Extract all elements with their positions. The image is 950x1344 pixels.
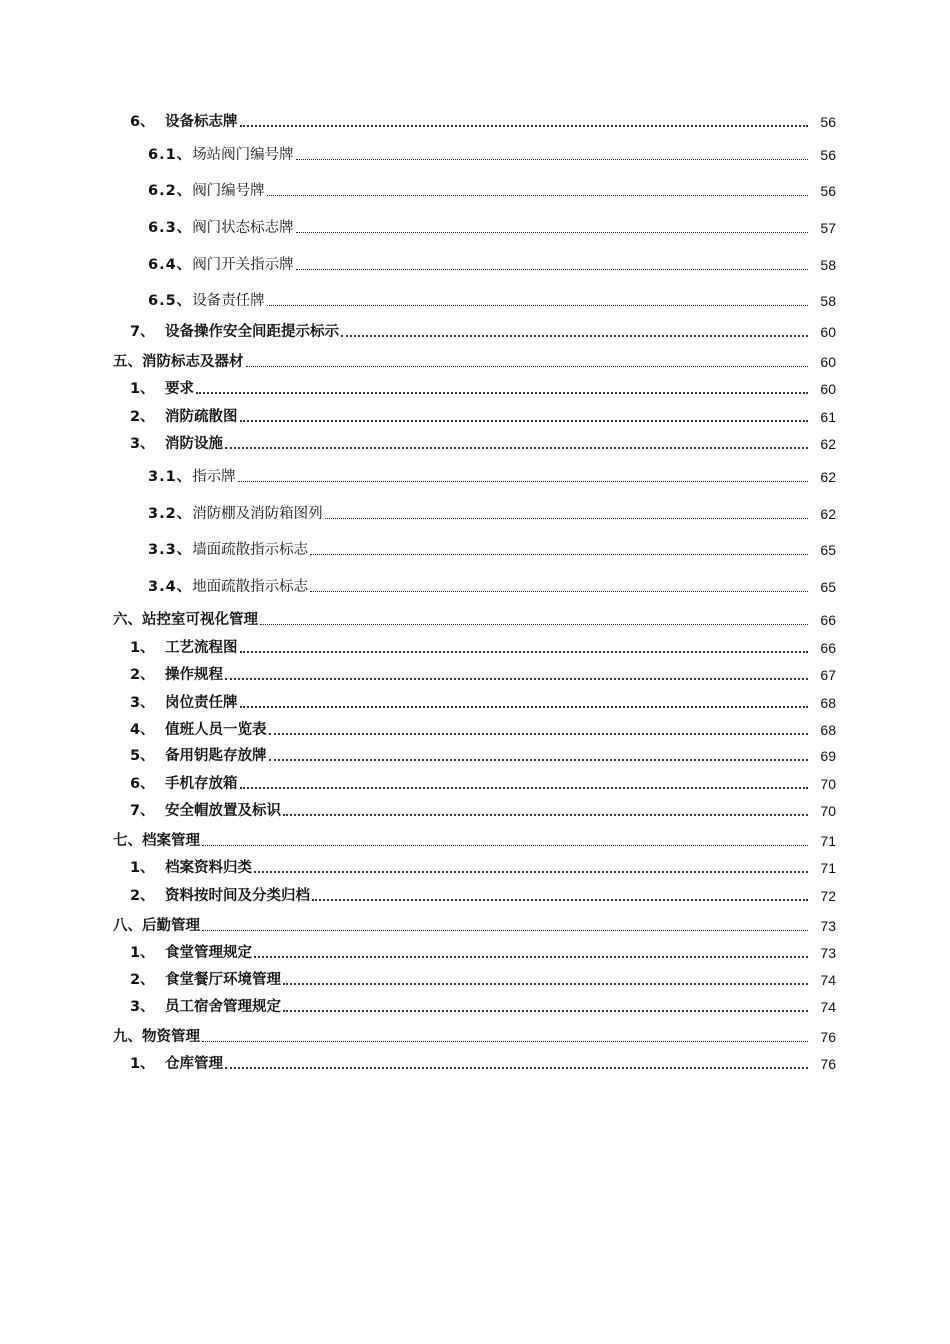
- toc-entry[interactable]: [0, 218, 950, 238]
- toc-dot-leader: [202, 845, 808, 846]
- toc-entry-page-number: 71: [820, 833, 836, 849]
- toc-entry-title: 地面疏散指示标志: [192, 579, 309, 595]
- toc-entry-title: 食堂餐厅环境管理: [165, 972, 281, 988]
- toc-entry[interactable]: [0, 943, 950, 963]
- toc-entry-number: 3.4、: [148, 579, 193, 595]
- toc-dot-leader: [325, 518, 808, 519]
- toc-entry-number: 6.5、: [148, 293, 193, 309]
- toc-entry-page-number: 66: [820, 612, 836, 628]
- toc-entry-page-number: 68: [820, 695, 836, 711]
- toc-entry-number: 1、: [130, 945, 155, 961]
- toc-entry-title: 消防标志及器材: [142, 354, 244, 370]
- toc-entry-number: 1、: [130, 860, 155, 876]
- toc-dot-leader: [238, 481, 808, 482]
- toc-entry-page-number: 60: [820, 354, 836, 370]
- toc-dot-leader: [283, 814, 808, 816]
- toc-entry[interactable]: [0, 467, 950, 487]
- toc-entry-number: 八、: [113, 918, 142, 934]
- toc-entry-title: 指示牌: [192, 469, 236, 485]
- toc-entry-title: 备用钥匙存放牌: [165, 748, 267, 764]
- toc-entry[interactable]: [0, 504, 950, 524]
- toc-entry-number: 6.2、: [148, 183, 193, 199]
- toc-entry-number: 2、: [130, 409, 155, 425]
- toc-dot-leader: [283, 1010, 808, 1012]
- toc-dot-leader: [240, 420, 809, 422]
- toc-entry[interactable]: [0, 255, 950, 275]
- toc-entry[interactable]: [0, 1054, 950, 1074]
- toc-entry[interactable]: [0, 181, 950, 201]
- toc-entry-title: 阀门开关指示牌: [192, 257, 294, 273]
- toc-entry[interactable]: [0, 379, 950, 399]
- toc-dot-leader: [225, 1067, 808, 1069]
- toc-entry-page-number: 56: [820, 147, 836, 163]
- toc-entry-title: 站控室可视化管理: [142, 612, 258, 628]
- toc-entry[interactable]: [0, 720, 950, 740]
- toc-entry-title: 消防疏散图: [165, 409, 238, 425]
- toc-entry-number: 6、: [130, 114, 155, 130]
- toc-entry[interactable]: [0, 886, 950, 906]
- toc-entry-number: 3、: [130, 695, 155, 711]
- toc-entry[interactable]: [0, 1027, 950, 1047]
- toc-dot-leader: [269, 759, 809, 761]
- toc-entry-page-number: 58: [820, 293, 836, 309]
- toc-entry-title: 物资管理: [142, 1029, 200, 1045]
- toc-entry[interactable]: [0, 610, 950, 630]
- toc-dot-leader: [260, 624, 808, 625]
- toc-dot-leader: [246, 366, 809, 367]
- toc-entry-page-number: 65: [820, 542, 836, 558]
- toc-entry-title: 墙面疏散指示标志: [192, 542, 309, 558]
- toc-entry-title: 要求: [165, 381, 194, 397]
- toc-entry-title: 消防设施: [165, 436, 223, 452]
- toc-entry-title: 场站阀门编号牌: [192, 147, 294, 163]
- toc-entry[interactable]: [0, 291, 950, 311]
- toc-entry[interactable]: [0, 434, 950, 454]
- toc-entry-number: 1、: [130, 640, 155, 656]
- toc-entry-page-number: 68: [820, 722, 836, 738]
- toc-entry-title: 后勤管理: [142, 918, 200, 934]
- toc-entry-page-number: 70: [820, 803, 836, 819]
- toc-entry[interactable]: [0, 577, 950, 597]
- toc-entry-title: 仓库管理: [165, 1056, 223, 1072]
- toc-dot-leader: [269, 733, 809, 735]
- toc-entry-number: 3.3、: [148, 542, 193, 558]
- toc-dot-leader: [240, 651, 809, 653]
- toc-entry-number: 7、: [130, 324, 155, 340]
- toc-dot-leader: [310, 591, 808, 592]
- toc-dot-leader: [196, 392, 808, 394]
- toc-entry-title: 阀门编号牌: [192, 183, 265, 199]
- toc-entry-title: 设备标志牌: [165, 114, 238, 130]
- toc-entry[interactable]: [0, 407, 950, 427]
- toc-dot-leader: [296, 232, 808, 233]
- toc-entry-title: 工艺流程图: [165, 640, 238, 656]
- toc-entry-number: 6.3、: [148, 220, 193, 236]
- toc-entry[interactable]: [0, 665, 950, 685]
- toc-dot-leader: [312, 899, 808, 901]
- toc-entry-page-number: 76: [820, 1056, 836, 1072]
- toc-entry-title: 安全帽放置及标识: [165, 803, 281, 819]
- toc-entry-page-number: 60: [820, 324, 836, 340]
- toc-entry[interactable]: [0, 112, 950, 132]
- toc-dot-leader: [240, 125, 809, 127]
- toc-entry-number: 七、: [113, 833, 142, 849]
- toc-entry-page-number: 65: [820, 579, 836, 595]
- toc-entry-title: 档案管理: [142, 833, 200, 849]
- toc-dot-leader: [267, 305, 808, 306]
- toc-entry-page-number: 70: [820, 776, 836, 792]
- toc-entry-number: 六、: [113, 612, 142, 628]
- toc-entry-page-number: 62: [820, 506, 836, 522]
- toc-entry-number: 6.1、: [148, 147, 193, 163]
- toc-entry-title: 操作规程: [165, 667, 223, 683]
- toc-entry[interactable]: [0, 540, 950, 560]
- toc-entry-title: 消防棚及消防箱图列: [192, 506, 323, 522]
- toc-entry-page-number: 56: [820, 183, 836, 199]
- toc-entry-page-number: 72: [820, 888, 836, 904]
- toc-entry-page-number: 60: [820, 381, 836, 397]
- toc-dot-leader: [310, 554, 808, 555]
- toc-entry-page-number: 74: [820, 972, 836, 988]
- toc-entry-number: 3.2、: [148, 506, 193, 522]
- toc-entry-title: 食堂管理规定: [165, 945, 252, 961]
- toc-entry[interactable]: [0, 322, 950, 342]
- toc-dot-leader: [341, 335, 808, 337]
- toc-entry-number: 3、: [130, 999, 155, 1015]
- toc-entry-title: 手机存放箱: [165, 776, 238, 792]
- toc-dot-leader: [254, 871, 808, 873]
- toc-entry-number: 五、: [113, 354, 142, 370]
- toc-entry-number: 3.1、: [148, 469, 193, 485]
- toc-entry-page-number: 69: [820, 748, 836, 764]
- toc-dot-leader: [240, 706, 809, 708]
- toc-entry-title: 员工宿舍管理规定: [165, 999, 281, 1015]
- toc-entry[interactable]: [0, 145, 950, 165]
- toc-entry-page-number: 57: [820, 220, 836, 236]
- toc-entry-number: 3、: [130, 436, 155, 452]
- toc-entry-title: 设备操作安全间距提示标示: [165, 324, 339, 340]
- toc-entry-page-number: 73: [820, 918, 836, 934]
- toc-dot-leader: [202, 1041, 808, 1042]
- toc-entry-page-number: 62: [820, 469, 836, 485]
- toc-entry-number: 6、: [130, 776, 155, 792]
- toc-entry[interactable]: [0, 801, 950, 821]
- toc-entry-page-number: 66: [820, 640, 836, 656]
- toc-entry-title: 资料按时间及分类归档: [165, 888, 310, 904]
- toc-entry-number: 1、: [130, 381, 155, 397]
- toc-entry-page-number: 74: [820, 999, 836, 1015]
- toc-entry-page-number: 58: [820, 257, 836, 273]
- toc-dot-leader: [202, 930, 808, 931]
- toc-entry-number: 九、: [113, 1029, 142, 1045]
- toc-entry[interactable]: [0, 746, 950, 766]
- toc-entry-number: 7、: [130, 803, 155, 819]
- toc-entry[interactable]: [0, 352, 950, 372]
- toc-entry[interactable]: [0, 774, 950, 794]
- toc-entry[interactable]: [0, 916, 950, 936]
- toc-entry-number: 2、: [130, 667, 155, 683]
- toc-entry-page-number: 62: [820, 436, 836, 452]
- toc-entry-number: 2、: [130, 888, 155, 904]
- toc-entry[interactable]: [0, 831, 950, 851]
- toc-dot-leader: [225, 678, 808, 680]
- toc-entry-number: 4、: [130, 722, 155, 738]
- toc-entry[interactable]: [0, 970, 950, 990]
- toc-entry[interactable]: [0, 638, 950, 658]
- toc-entry-page-number: 56: [820, 114, 836, 130]
- toc-entry-title: 档案资料归类: [165, 860, 252, 876]
- toc-entry-page-number: 61: [820, 409, 836, 425]
- toc-dot-leader: [267, 195, 808, 196]
- toc-dot-leader: [283, 983, 808, 985]
- toc-entry-number: 2、: [130, 972, 155, 988]
- toc-entry-title: 值班人员一览表: [165, 722, 267, 738]
- toc-entry[interactable]: [0, 693, 950, 713]
- toc-entry-page-number: 76: [820, 1029, 836, 1045]
- toc-entry-number: 5、: [130, 748, 155, 764]
- toc-entry-title: 设备责任牌: [192, 293, 265, 309]
- toc-entry[interactable]: [0, 997, 950, 1017]
- toc-entry-title: 岗位责任牌: [165, 695, 238, 711]
- toc-dot-leader: [296, 269, 808, 270]
- toc-entry-number: 1、: [130, 1056, 155, 1072]
- toc-entry-page-number: 67: [820, 667, 836, 683]
- toc-entry-page-number: 73: [820, 945, 836, 961]
- toc-dot-leader: [254, 956, 808, 958]
- toc-dot-leader: [240, 787, 809, 789]
- toc-entry-number: 6.4、: [148, 257, 193, 273]
- toc-entry-title: 阀门状态标志牌: [192, 220, 294, 236]
- toc-dot-leader: [225, 447, 808, 449]
- toc-entry[interactable]: [0, 858, 950, 878]
- toc-dot-leader: [296, 159, 808, 160]
- toc-entry-page-number: 71: [820, 860, 836, 876]
